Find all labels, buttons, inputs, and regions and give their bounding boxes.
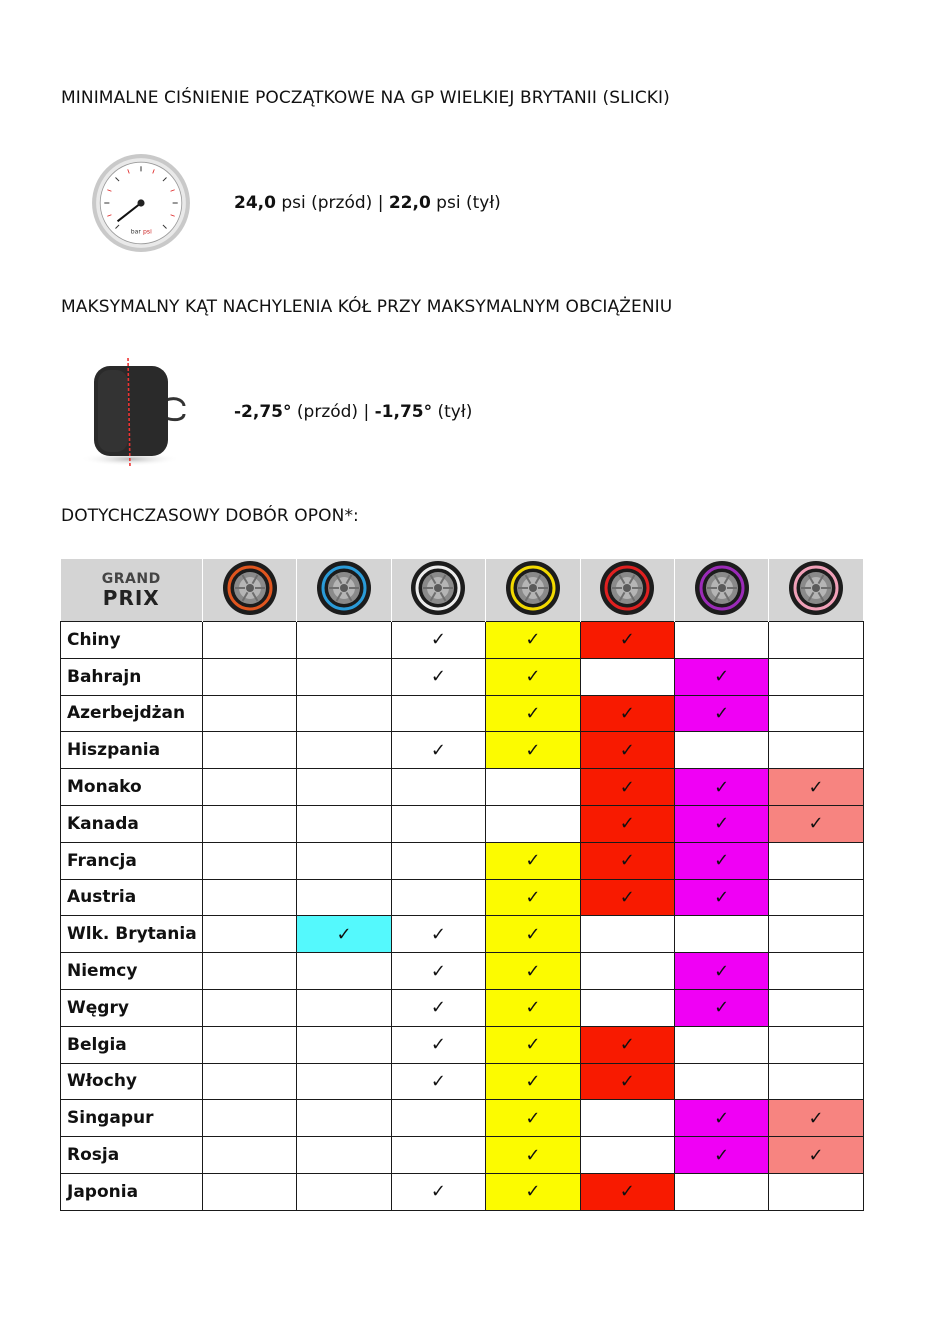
compound-cell <box>297 1137 391 1174</box>
tyre-icon-yellow <box>505 560 561 616</box>
compound-cell <box>486 916 580 953</box>
table-row <box>61 879 864 916</box>
compound-cell <box>769 1137 863 1174</box>
compound-cell <box>297 695 391 732</box>
camber-rear-value: -1,75° <box>374 402 433 422</box>
camber-tyre-icon <box>78 356 190 470</box>
compound-header-7 <box>769 559 863 622</box>
compound-cell <box>674 805 768 842</box>
compound-cell <box>297 1026 391 1063</box>
compound-cell <box>391 1026 485 1063</box>
compound-cell <box>391 953 485 990</box>
check-mark-icon: ✓ <box>525 666 541 688</box>
compound-cell <box>486 805 580 842</box>
country-cell: Singapur <box>61 1100 203 1137</box>
compound-cell <box>203 842 297 879</box>
check-mark-icon: ✓ <box>430 666 447 688</box>
compound-cell <box>203 916 297 953</box>
compound-cell <box>674 842 768 879</box>
compound-cell <box>486 658 580 695</box>
check-mark-icon: ✓ <box>430 1181 447 1203</box>
tyre-icon-orange <box>222 560 278 616</box>
compound-cell <box>674 1173 768 1210</box>
compound-cell <box>203 989 297 1026</box>
compound-cell <box>391 658 485 695</box>
compound-cell <box>203 695 297 732</box>
compound-cell <box>297 879 391 916</box>
compound-cell <box>203 1100 297 1137</box>
compound-cell <box>769 658 863 695</box>
compound-cell <box>674 1026 768 1063</box>
compound-cell <box>769 1026 863 1063</box>
tyre-selection-table <box>60 559 864 1211</box>
check-mark-icon: ✓ <box>619 776 635 798</box>
pressure-front-value: 24,0 <box>234 193 276 213</box>
compound-cell <box>297 842 391 879</box>
compound-cell <box>769 916 863 953</box>
check-mark-icon: ✓ <box>430 960 447 982</box>
country-cell: Austria <box>61 879 203 916</box>
check-mark-icon: ✓ <box>714 1144 730 1166</box>
compound-cell <box>769 879 863 916</box>
compound-cell <box>769 842 863 879</box>
compound-cell <box>391 916 485 953</box>
compound-cell <box>769 732 863 769</box>
country-cell: Belgia <box>61 1026 203 1063</box>
compound-cell <box>297 916 391 953</box>
camber-rear-label: (tył) <box>432 402 473 422</box>
check-mark-icon: ✓ <box>525 923 541 945</box>
compound-cell <box>580 1026 674 1063</box>
compound-cell <box>391 989 485 1026</box>
check-mark-icon: ✓ <box>525 629 541 651</box>
compound-cell <box>674 1063 768 1100</box>
country-cell: Węgry <box>61 989 203 1026</box>
logo-line-2: PRIX <box>102 586 160 610</box>
country-cell: Hiszpania <box>61 732 203 769</box>
compound-cell <box>486 842 580 879</box>
compound-cell <box>203 658 297 695</box>
check-mark-icon: ✓ <box>619 1034 635 1056</box>
table-row <box>61 916 864 953</box>
compound-cell <box>486 989 580 1026</box>
compound-cell <box>674 695 768 732</box>
compound-cell <box>203 805 297 842</box>
check-mark-icon: ✓ <box>430 1034 447 1056</box>
check-mark-icon: ✓ <box>714 997 730 1019</box>
compound-cell <box>580 1173 674 1210</box>
country-cell: Niemcy <box>61 953 203 990</box>
compound-cell <box>486 1173 580 1210</box>
check-mark-icon: ✓ <box>619 739 635 761</box>
check-mark-icon: ✓ <box>714 666 730 688</box>
compound-cell <box>486 769 580 806</box>
camber-front-label: (przód) | <box>291 402 375 422</box>
compound-header-2 <box>297 559 391 622</box>
compound-cell <box>580 989 674 1026</box>
compound-cell <box>769 695 863 732</box>
compound-cell <box>297 769 391 806</box>
country-cell: Monako <box>61 769 203 806</box>
compound-cell <box>203 1026 297 1063</box>
check-mark-icon: ✓ <box>525 1107 541 1129</box>
compound-cell <box>674 989 768 1026</box>
compound-cell <box>391 1100 485 1137</box>
table-row <box>61 695 864 732</box>
compound-cell <box>391 769 485 806</box>
check-mark-icon: ✓ <box>525 1181 541 1203</box>
compound-cell <box>580 769 674 806</box>
check-mark-icon: ✓ <box>525 1034 541 1056</box>
tyre-icon-blue <box>316 560 372 616</box>
camber-heading: MAKSYMALNY KĄT NACHYLENIA KÓŁ PRZY MAKSYMALNYM OBCIĄŻENIU <box>61 297 673 317</box>
compound-cell <box>580 658 674 695</box>
compound-header-4 <box>486 559 580 622</box>
compound-cell <box>769 1173 863 1210</box>
check-mark-icon: ✓ <box>714 886 730 908</box>
table-row <box>61 1063 864 1100</box>
compound-cell <box>486 622 580 659</box>
compound-cell <box>297 732 391 769</box>
country-cell: Francja <box>61 842 203 879</box>
compound-cell <box>391 805 485 842</box>
compound-cell <box>486 732 580 769</box>
tyre-icon-red <box>599 560 655 616</box>
table-row <box>61 1026 864 1063</box>
check-mark-icon: ✓ <box>808 813 824 835</box>
compound-cell <box>391 842 485 879</box>
check-mark-icon: ✓ <box>714 813 730 835</box>
compound-cell <box>486 1026 580 1063</box>
check-mark-icon: ✓ <box>430 1070 447 1092</box>
table-row <box>61 953 864 990</box>
compound-cell <box>391 1137 485 1174</box>
country-cell: Włochy <box>61 1063 203 1100</box>
check-mark-icon: ✓ <box>714 1107 730 1129</box>
check-mark-icon: ✓ <box>525 997 541 1019</box>
check-mark-icon: ✓ <box>525 702 541 724</box>
compound-cell <box>391 732 485 769</box>
compound-cell <box>486 695 580 732</box>
compound-cell <box>580 842 674 879</box>
pressure-rear-value: 22,0 <box>388 193 431 213</box>
check-mark-icon: ✓ <box>525 1144 541 1166</box>
compound-cell <box>769 805 863 842</box>
grand-prix-logo <box>61 559 203 622</box>
compound-header-6 <box>674 559 768 622</box>
tyre-icon-white <box>410 560 466 616</box>
table-row <box>61 1100 864 1137</box>
check-mark-icon: ✓ <box>525 1070 541 1092</box>
check-mark-icon: ✓ <box>619 813 635 835</box>
compound-cell <box>297 989 391 1026</box>
compound-cell <box>674 622 768 659</box>
compound-cell <box>297 622 391 659</box>
tyre-icon-purple <box>694 560 750 616</box>
compound-cell <box>769 769 863 806</box>
compound-cell <box>486 1063 580 1100</box>
check-mark-icon: ✓ <box>714 960 730 982</box>
gauge-label-bar: bar <box>130 228 141 236</box>
compound-cell <box>203 953 297 990</box>
table-row <box>61 1137 864 1174</box>
compound-cell <box>391 1063 485 1100</box>
country-cell: Azerbejdżan <box>61 695 203 732</box>
selection-heading: DOTYCHCZASOWY DOBÓR OPON*: <box>61 506 359 526</box>
check-mark-icon: ✓ <box>619 629 635 651</box>
compound-header-3 <box>391 559 485 622</box>
compound-cell <box>391 695 485 732</box>
compound-cell <box>203 1173 297 1210</box>
compound-cell <box>297 1063 391 1100</box>
check-mark-icon: ✓ <box>619 886 635 908</box>
check-mark-icon: ✓ <box>336 923 352 945</box>
compound-cell <box>580 695 674 732</box>
compound-cell <box>674 769 768 806</box>
logo-line-1: GRAND <box>101 571 161 587</box>
compound-cell <box>580 622 674 659</box>
pressure-front-unit: psi (przód) | <box>275 193 389 213</box>
compound-cell <box>580 732 674 769</box>
check-mark-icon: ✓ <box>808 1107 824 1129</box>
check-mark-icon: ✓ <box>619 1181 635 1203</box>
pressure-rear-unit: psi (tył) <box>430 193 501 213</box>
compound-cell <box>580 805 674 842</box>
compound-cell <box>580 1100 674 1137</box>
check-mark-icon: ✓ <box>430 923 447 945</box>
gauge-label-psi: psi <box>143 228 152 236</box>
pressure-gauge-icon <box>90 152 192 254</box>
tyre-icon-pink <box>788 560 844 616</box>
camber-values <box>234 402 472 422</box>
table-row <box>61 989 864 1026</box>
compound-cell <box>674 953 768 990</box>
compound-cell <box>486 953 580 990</box>
compound-cell <box>297 953 391 990</box>
compound-cell <box>391 622 485 659</box>
compound-cell <box>203 769 297 806</box>
compound-cell <box>674 1137 768 1174</box>
compound-cell <box>391 879 485 916</box>
check-mark-icon: ✓ <box>430 997 447 1019</box>
compound-cell <box>769 1100 863 1137</box>
pressure-heading: MINIMALNE CIŚNIENIE POCZĄTKOWE NA GP WIELKIEJ BRYTANII (SLICKI) <box>61 88 670 108</box>
table-header-row <box>61 559 864 622</box>
check-mark-icon: ✓ <box>714 850 730 872</box>
compound-cell <box>391 1173 485 1210</box>
country-cell: Rosja <box>61 1137 203 1174</box>
compound-cell <box>580 879 674 916</box>
table-row <box>61 658 864 695</box>
compound-cell <box>769 622 863 659</box>
compound-header-1 <box>203 559 297 622</box>
check-mark-icon: ✓ <box>525 886 541 908</box>
pressure-values <box>234 193 501 213</box>
check-mark-icon: ✓ <box>808 1144 824 1166</box>
check-mark-icon: ✓ <box>619 702 635 724</box>
table-row <box>61 842 864 879</box>
check-mark-icon: ✓ <box>525 960 541 982</box>
check-mark-icon: ✓ <box>808 776 824 798</box>
compound-cell <box>769 989 863 1026</box>
check-mark-icon: ✓ <box>525 739 541 761</box>
compound-cell <box>203 732 297 769</box>
check-mark-icon: ✓ <box>430 739 447 761</box>
table-row <box>61 1173 864 1210</box>
compound-cell <box>486 1100 580 1137</box>
check-mark-icon: ✓ <box>525 850 541 872</box>
compound-cell <box>674 879 768 916</box>
compound-cell <box>674 658 768 695</box>
compound-cell <box>580 1137 674 1174</box>
compound-cell <box>486 879 580 916</box>
country-cell: Bahrajn <box>61 658 203 695</box>
table-row <box>61 805 864 842</box>
country-cell: Chiny <box>61 622 203 659</box>
compound-cell <box>769 953 863 990</box>
compound-cell <box>580 1063 674 1100</box>
compound-cell <box>297 658 391 695</box>
check-mark-icon: ✓ <box>714 702 730 724</box>
check-mark-icon: ✓ <box>619 850 635 872</box>
country-cell: Wlk. Brytania <box>61 916 203 953</box>
table-row <box>61 622 864 659</box>
check-mark-icon: ✓ <box>714 776 730 798</box>
country-cell: Kanada <box>61 805 203 842</box>
table-row <box>61 769 864 806</box>
check-mark-icon: ✓ <box>619 1070 635 1092</box>
compound-cell <box>203 1137 297 1174</box>
check-mark-icon: ✓ <box>430 629 447 651</box>
compound-cell <box>297 805 391 842</box>
compound-cell <box>580 916 674 953</box>
compound-cell <box>769 1063 863 1100</box>
table-row <box>61 732 864 769</box>
country-cell: Japonia <box>61 1173 203 1210</box>
compound-cell <box>674 732 768 769</box>
compound-cell <box>674 916 768 953</box>
compound-cell <box>297 1100 391 1137</box>
compound-cell <box>580 953 674 990</box>
compound-cell <box>486 1137 580 1174</box>
compound-cell <box>297 1173 391 1210</box>
camber-front-value: -2,75° <box>234 402 292 422</box>
compound-cell <box>203 879 297 916</box>
compound-cell <box>203 1063 297 1100</box>
compound-cell <box>203 622 297 659</box>
compound-header-5 <box>580 559 674 622</box>
compound-cell <box>674 1100 768 1137</box>
